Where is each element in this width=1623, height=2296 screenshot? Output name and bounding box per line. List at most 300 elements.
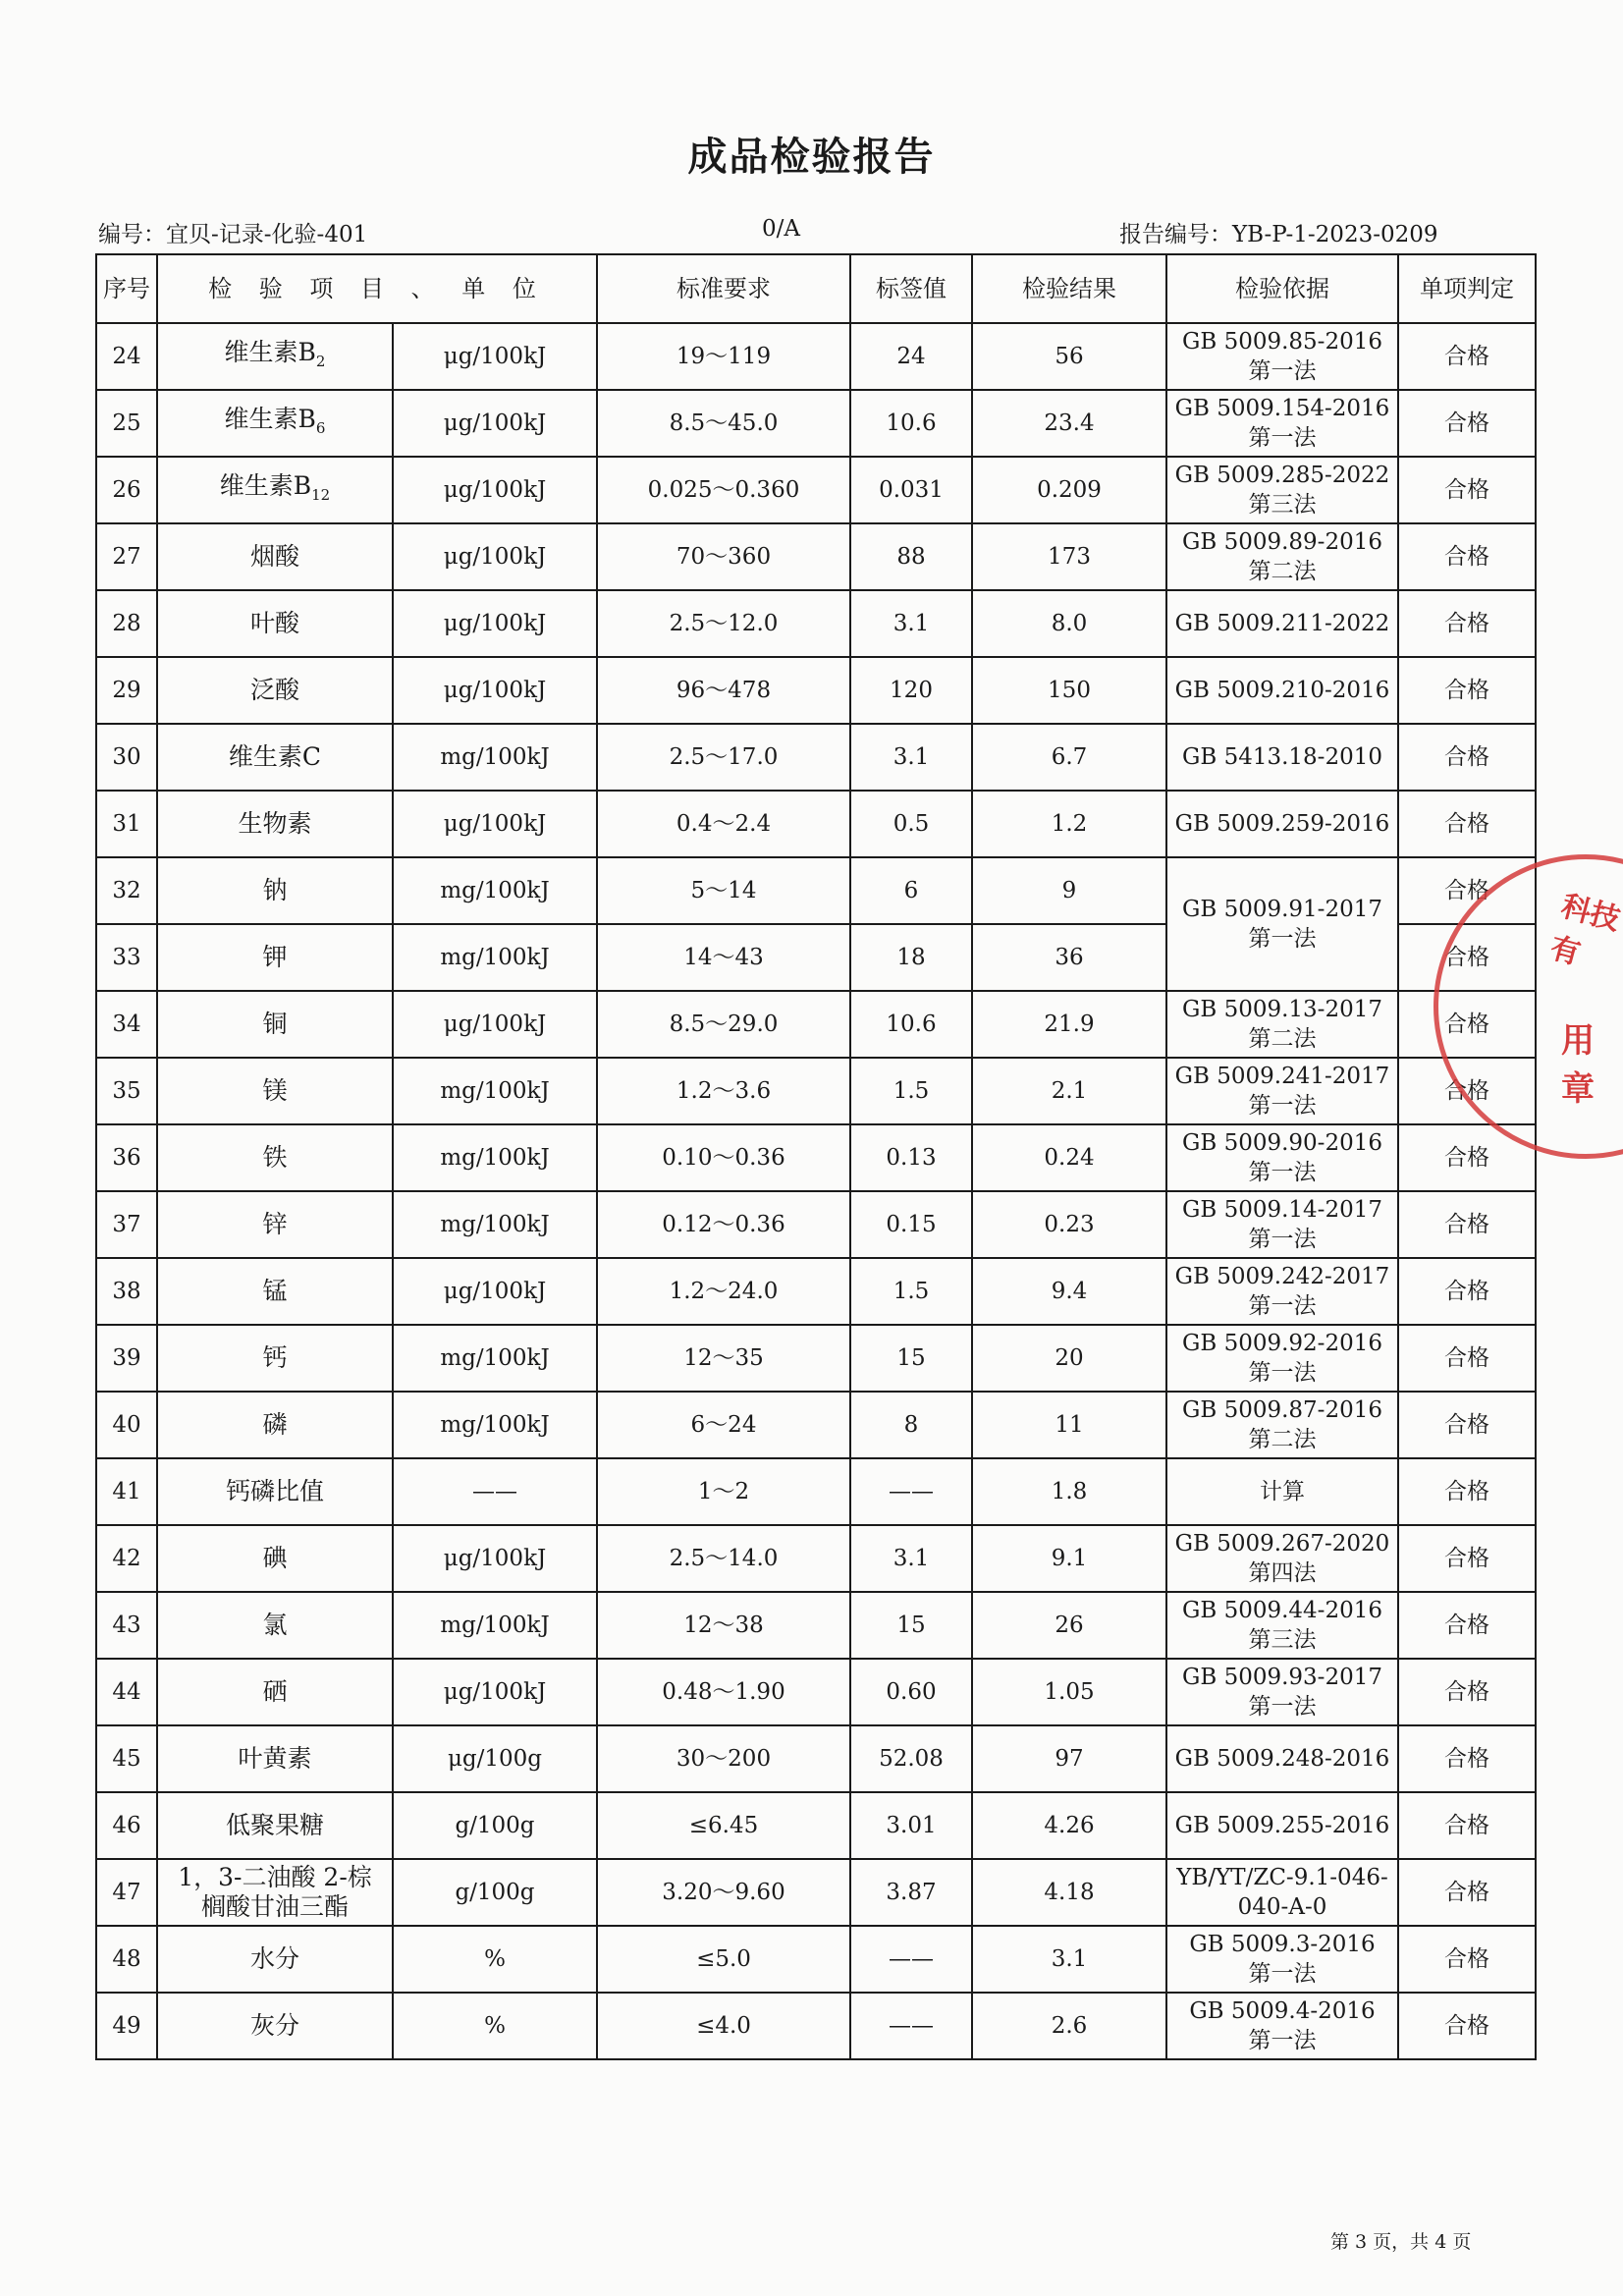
- item-cell: [157, 1124, 393, 1191]
- result-cell-text: 1.05: [1044, 1679, 1095, 1705]
- basis-cell-text: 第一法: [1248, 1961, 1317, 1987]
- label-value-cell-text: 15: [896, 1613, 926, 1638]
- table-row: [96, 1859, 1536, 1926]
- label-value-cell: [850, 791, 972, 857]
- label-value-cell-text: 3.1: [893, 611, 930, 636]
- result-cell: [972, 1525, 1166, 1592]
- item-cell: [157, 924, 393, 991]
- result-cell: [972, 523, 1166, 590]
- label-value-cell-text: 1.5: [893, 1078, 930, 1104]
- standard-cell: [597, 1325, 850, 1392]
- item-name: 生物素: [238, 809, 312, 838]
- result-cell-text: 56: [1055, 344, 1084, 369]
- result-cell: [972, 1725, 1166, 1792]
- unit-cell: [393, 1258, 597, 1325]
- seq-cell: [96, 523, 157, 590]
- standard-cell: [597, 724, 850, 791]
- seq-cell-text: 24: [112, 344, 141, 369]
- label-value-cell: [850, 991, 972, 1058]
- label-value-cell: [850, 1392, 972, 1458]
- result-cell-text: 173: [1048, 544, 1091, 570]
- result-cell: [972, 1859, 1166, 1926]
- table-row: [96, 857, 1536, 924]
- basis-cell: [1166, 1458, 1398, 1525]
- item-cell: [157, 1525, 393, 1592]
- seq-cell-text: 41: [112, 1479, 141, 1504]
- result-cell-text: 3.1: [1051, 1946, 1088, 1972]
- label-value-cell-text: 0.13: [886, 1145, 937, 1171]
- judgment-cell-text: 合格: [1444, 1412, 1489, 1438]
- item-name: 镁: [262, 1076, 288, 1105]
- report-title: 成品检验报告: [687, 135, 936, 180]
- judgment-cell-text: 合格: [1444, 1011, 1489, 1037]
- table-row: [96, 1792, 1536, 1859]
- standard-cell-text: 0.4～2.4: [676, 811, 772, 837]
- judgment-cell-text: 合格: [1444, 410, 1489, 436]
- unit-cell-text: mg/100kJ: [440, 1078, 550, 1104]
- item-name: 硒: [262, 1677, 288, 1706]
- judgment-cell-text: 合格: [1444, 344, 1489, 369]
- label-value-cell: [850, 1325, 972, 1392]
- unit-cell-text: g/100g: [455, 1880, 535, 1905]
- seq-cell-text: 44: [112, 1679, 141, 1705]
- label-value-cell: [850, 1792, 972, 1859]
- item-subscript: 2: [315, 352, 326, 370]
- item-subscript: 6: [315, 418, 326, 437]
- item-name: 钠: [262, 876, 288, 904]
- basis-cell-text: 第一法: [1248, 1227, 1317, 1252]
- result-cell: [972, 1124, 1166, 1191]
- seq-cell: [96, 1659, 157, 1725]
- standard-cell-text: 70～360: [676, 544, 772, 570]
- seq-cell: [96, 724, 157, 791]
- label-value-cell: [850, 1725, 972, 1792]
- basis-cell-text: GB 5009.154-2016: [1174, 396, 1390, 421]
- standard-cell-text: 0.12～0.36: [662, 1212, 785, 1237]
- unit-cell-text: mg/100kJ: [440, 744, 550, 770]
- result-cell-text: 4.18: [1044, 1880, 1095, 1905]
- basis-cell-text: GB 5009.87-2016: [1181, 1397, 1382, 1423]
- result-cell: [972, 390, 1166, 457]
- standard-cell-text: 5～14: [690, 878, 757, 903]
- basis-cell: [1166, 1392, 1398, 1458]
- result-cell-text: 20: [1055, 1345, 1084, 1371]
- item-cell: [157, 1592, 393, 1659]
- unit-cell: [393, 1191, 597, 1258]
- seq-cell: [96, 1258, 157, 1325]
- judgment-cell-text: 合格: [1444, 611, 1489, 636]
- basis-cell-text: 第一法: [1248, 1160, 1317, 1185]
- standard-cell: [597, 1659, 850, 1725]
- label-value-cell: [850, 457, 972, 523]
- label-value-cell-text: 1.5: [893, 1279, 930, 1304]
- basis-cell-text: GB 5009.3-2016: [1189, 1932, 1376, 1957]
- table-row: [96, 590, 1536, 657]
- seal-text-top: 科技有: [1546, 889, 1623, 972]
- basis-cell-text: 第三法: [1248, 1627, 1317, 1653]
- label-value-cell-text: ——: [889, 1946, 934, 1972]
- page-footer: 第 3 页，共 4 页: [1330, 2231, 1472, 2253]
- item-cell: [157, 1659, 393, 1725]
- label-value-cell: [850, 390, 972, 457]
- standard-cell-text: ≤5.0: [696, 1946, 751, 1972]
- unit-cell-text: ——: [472, 1479, 517, 1504]
- unit-cell: [393, 657, 597, 724]
- seq-cell-text: 37: [112, 1212, 141, 1237]
- judgment-cell-text: 合格: [1444, 477, 1489, 503]
- item-cell: [157, 1993, 393, 2059]
- seq-cell-text: 39: [112, 1345, 141, 1371]
- unit-cell: [393, 1926, 597, 1993]
- standard-cell: [597, 1458, 850, 1525]
- unit-cell-text: μg/100kJ: [443, 477, 547, 503]
- header-label-value: 标签值: [850, 254, 972, 323]
- table-row: [96, 1458, 1536, 1525]
- basis-cell-text: GB 5009.255-2016: [1174, 1813, 1390, 1838]
- judgment-cell: [1398, 457, 1536, 523]
- item-name: 锌: [262, 1210, 288, 1238]
- judgment-cell-text: 合格: [1444, 1546, 1489, 1571]
- result-cell-text: 9.4: [1051, 1279, 1088, 1304]
- header-row: [96, 254, 1536, 323]
- basis-cell: [1166, 1258, 1398, 1325]
- item-cell: [157, 1258, 393, 1325]
- seq-cell-text: 32: [112, 878, 141, 903]
- label-value-cell-text: 10.6: [886, 1011, 937, 1037]
- standard-cell-text: 6～24: [690, 1412, 757, 1438]
- standard-cell-text: 14～43: [683, 945, 764, 970]
- label-value-cell-text: 0.5: [893, 811, 930, 837]
- label-value-cell: [850, 1191, 972, 1258]
- basis-cell: [1166, 991, 1398, 1058]
- table-row: [96, 1325, 1536, 1392]
- judgment-cell-text: 合格: [1444, 1212, 1489, 1237]
- basis-cell-text: 第一法: [1248, 926, 1317, 952]
- unit-cell-text: μg/100kJ: [443, 544, 547, 570]
- table-row: [96, 1993, 1536, 2059]
- seq-cell: [96, 1792, 157, 1859]
- basis-cell-text: GB 5009.13-2017: [1181, 997, 1382, 1022]
- header-standard: 标准要求: [597, 254, 850, 323]
- seq-cell: [96, 1525, 157, 1592]
- basis-cell: [1166, 1592, 1398, 1659]
- standard-cell: [597, 991, 850, 1058]
- item-name: 维生素B: [224, 404, 316, 433]
- unit-cell: [393, 390, 597, 457]
- label-value-cell: [850, 1258, 972, 1325]
- item-name: 钙磷比值: [225, 1477, 324, 1505]
- seq-cell-text: 48: [112, 1946, 141, 1972]
- seq-cell: [96, 857, 157, 924]
- label-value-cell: [850, 1993, 972, 2059]
- basis-cell-text: GB 5009.93-2017: [1181, 1665, 1382, 1690]
- judgment-cell-text: 合格: [1444, 1813, 1489, 1838]
- unit-cell-text: μg/100kJ: [443, 410, 547, 436]
- seq-cell-text: 45: [112, 1746, 141, 1772]
- basis-cell-text: 040-A-0: [1237, 1894, 1327, 1920]
- basis-cell-text: GB 5009.267-2020: [1174, 1531, 1390, 1557]
- seq-cell: [96, 1124, 157, 1191]
- judgment-cell: [1398, 1993, 1536, 2059]
- result-cell-text: 1.8: [1051, 1479, 1088, 1504]
- judgment-cell-text: 合格: [1444, 1078, 1489, 1104]
- unit-cell-text: μg/100kJ: [443, 611, 547, 636]
- seq-cell-text: 31: [112, 811, 141, 837]
- seq-cell-text: 25: [112, 410, 141, 436]
- result-cell: [972, 1258, 1166, 1325]
- judgment-cell: [1398, 1792, 1536, 1859]
- result-cell-text: 11: [1055, 1412, 1084, 1438]
- standard-cell-text: 1～2: [697, 1479, 750, 1504]
- judgment-cell: [1398, 390, 1536, 457]
- table-row: [96, 991, 1536, 1058]
- basis-cell: [1166, 590, 1398, 657]
- judgment-cell: [1398, 1926, 1536, 1993]
- unit-cell: [393, 1325, 597, 1392]
- table-row: [96, 791, 1536, 857]
- result-cell: [972, 590, 1166, 657]
- seq-cell: [96, 1592, 157, 1659]
- unit-cell-text: μg/100g: [447, 1746, 543, 1772]
- judgment-cell: [1398, 590, 1536, 657]
- unit-cell: [393, 991, 597, 1058]
- judgment-cell-text: 合格: [1444, 1345, 1489, 1371]
- unit-cell-text: μg/100kJ: [443, 1546, 547, 1571]
- basis-cell-text: GB 5009.89-2016: [1181, 529, 1382, 555]
- seq-cell: [96, 1325, 157, 1392]
- judgment-cell-text: 合格: [1444, 678, 1489, 703]
- basis-cell: [1166, 1058, 1398, 1124]
- standard-cell: [597, 523, 850, 590]
- result-cell: [972, 724, 1166, 791]
- result-cell-text: 8.0: [1051, 611, 1088, 636]
- table-row: [96, 724, 1536, 791]
- basis-cell: [1166, 724, 1398, 791]
- result-cell: [972, 1392, 1166, 1458]
- result-cell-text: 23.4: [1044, 410, 1095, 436]
- label-value-cell-text: 3.87: [886, 1880, 937, 1905]
- item-subscript: 12: [311, 485, 331, 504]
- judgment-cell: [1398, 657, 1536, 724]
- unit-cell-text: %: [484, 1946, 506, 1972]
- basis-cell: [1166, 1659, 1398, 1725]
- result-cell: [972, 1792, 1166, 1859]
- label-value-cell: [850, 657, 972, 724]
- judgment-cell-text: 合格: [1444, 1679, 1489, 1705]
- item-name: 钙: [262, 1343, 288, 1372]
- standard-cell-text: 8.5～29.0: [669, 1011, 779, 1037]
- item-name: 氯: [262, 1611, 288, 1639]
- header-seq: 序号: [96, 254, 157, 323]
- label-value-cell: [850, 1458, 972, 1525]
- basis-cell: [1166, 523, 1398, 590]
- judgment-cell-text: 合格: [1444, 2013, 1489, 2039]
- result-cell-text: 26: [1055, 1613, 1084, 1638]
- judgment-cell: [1398, 724, 1536, 791]
- basis-cell-text: GB 5009.90-2016: [1181, 1130, 1382, 1156]
- result-cell-text: 4.26: [1044, 1813, 1095, 1838]
- seq-cell-text: 27: [112, 544, 141, 570]
- label-value-cell: [850, 1592, 972, 1659]
- unit-cell-text: mg/100kJ: [440, 1412, 550, 1438]
- unit-cell: [393, 791, 597, 857]
- result-cell: [972, 323, 1166, 390]
- item-cell: [157, 1058, 393, 1124]
- seq-cell: [96, 1993, 157, 2059]
- seq-cell-text: 40: [112, 1412, 141, 1438]
- unit-cell-text: μg/100kJ: [443, 1679, 547, 1705]
- seq-cell: [96, 1058, 157, 1124]
- basis-cell-text: GB 5009.242-2017: [1174, 1264, 1390, 1289]
- item-name: 维生素B: [224, 337, 316, 366]
- label-value-cell: [850, 1659, 972, 1725]
- label-value-cell-text: 0.031: [879, 477, 944, 503]
- unit-cell-text: mg/100kJ: [440, 1145, 550, 1171]
- seq-cell: [96, 457, 157, 523]
- label-value-cell-text: ——: [889, 1479, 934, 1504]
- judgment-cell-text: 合格: [1444, 878, 1489, 903]
- judgment-cell: [1398, 523, 1536, 590]
- item-name: 1，3-二油酸 2-棕: [178, 1863, 372, 1891]
- standard-cell: [597, 1124, 850, 1191]
- seq-cell: [96, 1458, 157, 1525]
- basis-cell-text: GB 5413.18-2010: [1181, 744, 1382, 770]
- basis-cell-text: 第二法: [1248, 559, 1317, 584]
- table-row: [96, 1191, 1536, 1258]
- item-cell: [157, 857, 393, 924]
- standard-cell-text: 30～200: [676, 1746, 772, 1772]
- seq-cell-text: 35: [112, 1078, 141, 1104]
- result-cell-text: 9: [1061, 878, 1077, 903]
- result-cell: [972, 791, 1166, 857]
- item-name: 水分: [249, 1944, 299, 1973]
- result-cell-text: 0.24: [1044, 1145, 1095, 1171]
- basis-cell: [1166, 457, 1398, 523]
- item-name: 铁: [262, 1143, 288, 1172]
- judgment-cell: [1398, 1525, 1536, 1592]
- seq-cell: [96, 323, 157, 390]
- item-cell: [157, 457, 393, 523]
- unit-cell: [393, 1725, 597, 1792]
- seq-cell: [96, 1191, 157, 1258]
- basis-cell: [1166, 1525, 1398, 1592]
- label-value-cell: [850, 924, 972, 991]
- standard-cell: [597, 1191, 850, 1258]
- table-row: [96, 1659, 1536, 1725]
- unit-cell-text: mg/100kJ: [440, 1613, 550, 1638]
- item-name: 维生素C: [228, 742, 322, 771]
- table-row: [96, 1926, 1536, 1993]
- result-cell-text: 2.6: [1051, 2013, 1088, 2039]
- table-row: [96, 1392, 1536, 1458]
- basis-cell: [1166, 1859, 1398, 1926]
- label-value-cell-text: 18: [896, 945, 926, 970]
- result-cell-text: 150: [1048, 678, 1091, 703]
- unit-cell: [393, 1124, 597, 1191]
- basis-cell: [1166, 1124, 1398, 1191]
- judgment-cell: [1398, 1592, 1536, 1659]
- item-name: 磷: [262, 1410, 288, 1439]
- table-row: [96, 523, 1536, 590]
- basis-cell-text: GB 5009.44-2016: [1181, 1598, 1382, 1623]
- seq-cell-text: 30: [112, 744, 141, 770]
- unit-cell: [393, 924, 597, 991]
- standard-cell: [597, 1859, 850, 1926]
- seq-cell-text: 29: [112, 678, 141, 703]
- table-row: [96, 1592, 1536, 1659]
- basis-cell: [1166, 1191, 1398, 1258]
- result-cell: [972, 1458, 1166, 1525]
- label-value-cell-text: 52.08: [879, 1746, 944, 1772]
- standard-cell-text: 0.10～0.36: [662, 1145, 785, 1171]
- standard-cell: [597, 791, 850, 857]
- item-name: 铜: [262, 1010, 288, 1038]
- item-name: 锰: [262, 1277, 288, 1305]
- label-value-cell-text: 3.1: [893, 1546, 930, 1571]
- result-cell-text: 9.1: [1051, 1546, 1088, 1571]
- result-cell: [972, 924, 1166, 991]
- seq-cell-text: 34: [112, 1011, 141, 1037]
- basis-cell: [1166, 323, 1398, 390]
- unit-cell-text: g/100g: [455, 1813, 535, 1838]
- judgment-cell: [1398, 1725, 1536, 1792]
- unit-cell: [393, 523, 597, 590]
- basis-cell: [1166, 390, 1398, 457]
- unit-cell: [393, 1058, 597, 1124]
- judgment-cell-text: 合格: [1444, 1746, 1489, 1772]
- result-cell-text: 2.1: [1051, 1078, 1088, 1104]
- label-value-cell: [850, 724, 972, 791]
- label-value-cell-text: 3.1: [893, 744, 930, 770]
- basis-cell: [1166, 1325, 1398, 1392]
- standard-cell-text: ≤6.45: [688, 1813, 759, 1838]
- basis-cell-text: 第二法: [1248, 1427, 1317, 1452]
- result-cell-text: 0.23: [1044, 1212, 1095, 1237]
- header-judgment: 单项判定: [1398, 254, 1536, 323]
- item-cell: [157, 390, 393, 457]
- item-name: 低聚果糖: [225, 1811, 324, 1839]
- standard-cell-text: 1.2～24.0: [669, 1279, 779, 1304]
- unit-cell: [393, 1458, 597, 1525]
- standard-cell: [597, 390, 850, 457]
- standard-cell-text: 3.20～9.60: [662, 1880, 785, 1905]
- item-name: 叶黄素: [238, 1744, 312, 1773]
- header-result: 检验结果: [972, 254, 1166, 323]
- result-cell-text: 21.9: [1044, 1011, 1095, 1037]
- basis-cell-text: 第二法: [1248, 1026, 1317, 1052]
- label-value-cell-text: 10.6: [886, 410, 937, 436]
- seq-cell-text: 49: [112, 2013, 141, 2039]
- item-name: 烟酸: [249, 542, 299, 571]
- item-cell: [157, 791, 393, 857]
- seq-cell: [96, 657, 157, 724]
- label-value-cell-text: 0.15: [886, 1212, 937, 1237]
- label-value-cell: [850, 857, 972, 924]
- inspection-table: [95, 253, 1537, 2060]
- table-row: [96, 1258, 1536, 1325]
- result-cell-text: 0.209: [1037, 477, 1102, 503]
- judgment-cell-text: 合格: [1444, 1479, 1489, 1504]
- item-name: 叶酸: [249, 609, 299, 637]
- item-cell: [157, 724, 393, 791]
- basis-cell: [1166, 1725, 1398, 1792]
- basis-cell-text: 第一法: [1248, 2028, 1317, 2053]
- item-name: 榈酸甘油三酯: [200, 1892, 349, 1921]
- basis-cell: [1166, 657, 1398, 724]
- label-value-cell-text: 0.60: [886, 1679, 937, 1705]
- result-cell-text: 6.7: [1051, 744, 1088, 770]
- judgment-cell-text: 合格: [1444, 1613, 1489, 1638]
